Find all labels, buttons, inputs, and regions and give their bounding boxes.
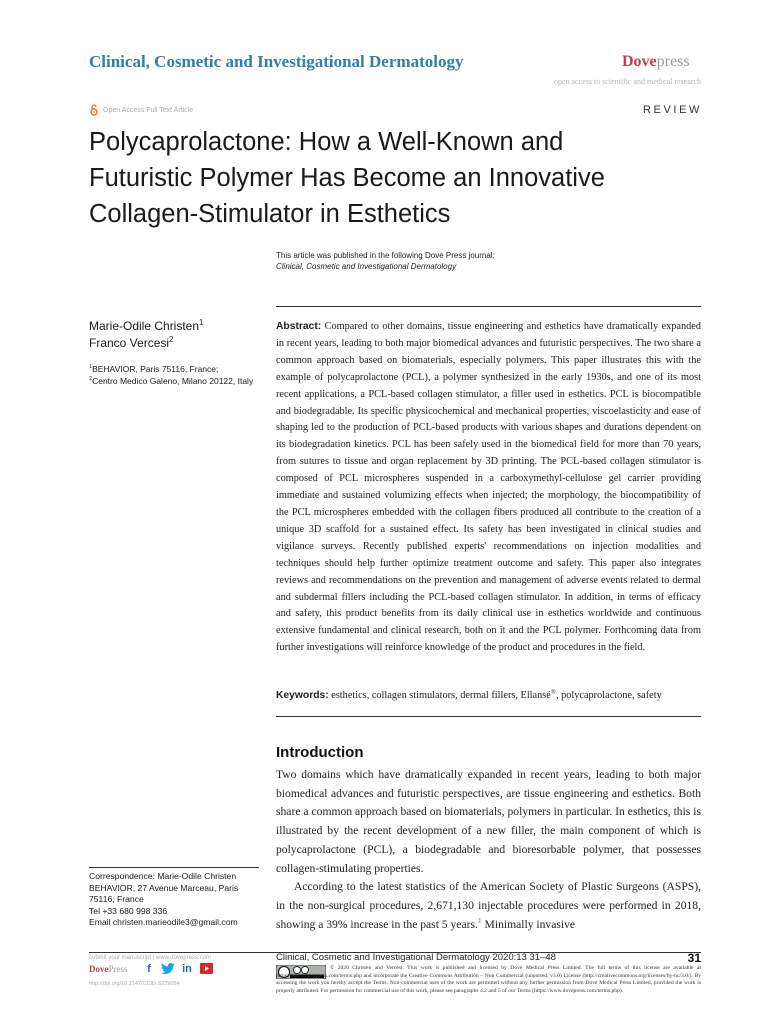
open-access-icon (89, 104, 99, 116)
affiliation: $^1$BEHAVIOR, Paris 75116, France; (89, 364, 219, 374)
author[interactable]: Franco Vercesi$^2$ (89, 335, 174, 350)
author[interactable]: Marie-Odile Christen$^1$ (89, 318, 204, 333)
title-line: Collagen-Stimulator in Esthetics (89, 200, 451, 228)
title-line: Futuristic Polymer Has Become an Innovative (89, 164, 605, 192)
divider (89, 867, 259, 868)
affiliations (89, 364, 264, 387)
dovepress-tagline: open access to scientific and medical research (553, 77, 701, 86)
dovepress-logo[interactable]: Dovepress (622, 53, 690, 70)
section-heading: Introduction (276, 744, 364, 761)
journal-title: Clinical, Cosmetic and Investigational Dermatology (89, 52, 464, 71)
correspondence: Correspondence: Marie-Odile Christen BEHAVIOR, 27 Avenue Marceau, Paris 75116, France Tel +33 680 998 336 Email christen.marieodile3@gmail.com (89, 871, 264, 929)
keywords: Keywords: esthetics, collagen stimulators, dermal fillers, Ellansé®, polycaprolactone, safety (276, 688, 662, 701)
citation-link[interactable]: 1 (477, 915, 482, 925)
abstract (276, 319, 701, 657)
paragraph: Two domains which have dramatically expanded in recent years, leading to both major biomedical advances and futuristic perspectives, are tissue engineering and esthetics. Both share a common approach based on biomaterials, polymers in particular. In esthetics, this is illustrated by the recent development of a new filler, the main component of which is polycaprolactone (PCL), a biodegradable and bioresorbable polymer, that possesses collagen-stimulating properties. (276, 768, 701, 875)
footer-dovepress-logo[interactable]: DovePress (89, 964, 128, 974)
affiliation: $^2$Centro Medico Galeno, Milano 20122, Italy (89, 375, 254, 386)
article-title (89, 124, 709, 232)
page-number: 31 (687, 951, 701, 965)
publication-note: This article was published in the following Dove Press journal: Clinical, Cosmetic and Investigational Dermatology (276, 251, 495, 271)
divider (276, 306, 701, 307)
author-list (89, 318, 203, 352)
license-text: © 2020 Christen and Vercesi. This work is published and licensed by Dove Medical Press Limited. The full terms of this license are available at https://www.dovepress.com/terms.php and incorporate the Creative Commons Attribution – Non Commercial (unported, v3.0) License (http://creativecommons.org/licenses/by-nc/3.0/). By accessing the work you hereby accept the Terms. Non-commercial uses of the work are permitted without any further permission from Dove Medical Press Limited, provided the work is properly attributed. For permission for commercial use of this work, please see paragraphs 4.2 and 5 of our Terms (https://www.dovepress.com/terms.php). (276, 965, 701, 995)
open-access-label: Open Access Full Text Article (89, 104, 193, 116)
introduction-body (276, 766, 701, 934)
title-line: Polycaprolactone: How a Well-Known and (89, 128, 564, 156)
linkedin-icon[interactable]: in (182, 962, 192, 975)
doi-link[interactable]: http://doi.org/10.2147/CCID.S229054 (89, 981, 180, 987)
submit-manuscript-link[interactable]: submit your manuscript | www.dovepress.com (89, 955, 211, 961)
abstract-label: Abstract: (276, 321, 322, 332)
social-icons (142, 962, 213, 975)
abstract-text: Compared to other domains, tissue engineering and esthetics have dramatically expanded in recent years, leading to both major biomedical advances and futuristic perspectives. The two share a common approach based on biomaterials, especially polymers. This paper illustrates this with the example of polycaprolactone (PCL), a polymer synthesized in the early 1930s, and one of its most recent applications, a PCL-based collagen stimulator, a filler used in esthetics. PCL is biocompatible and biodegradable. Its specific physicochemical and mechanical properties, viscoelasticity and ease of shaping led to the production of PCL-based products with various shapes and durations dependent on its biodegradation kinetics. PCL has been safely used in the biomedical field for more than 70 years, from sutures to tissue and organ replacement by 3D printing. The PCL-based collagen stimulator is composed of PCL microspheres suspended in a carboxymethyl-cellulose gel carrier providing immediate and sustained volumizing effects when injected; the morphology, the biocompatibility of the PCL microspheres embedded with the collagen fibers produced all contribute to the creation of a unique 3D scaffold for a sustained effect. Its safety has been investigated in clinical studies and vigilance surveys. Recently published experts' recommendations on injection modalities and techniques should help further optimize treatment outcome and safety. This paper also integrates reviews and recommendations on the prevention and management of adverse events related to dermal and subdermal fillers including the PCL-based collagen stimulator. In addition, in terms of efficacy and safety, this product benefits from its daily clinical use in esthetics worldwide and continuous extensive fundamental and clinical research, both on it and the PCL polymer. Forthcoming data from further investigations will reinforce knowledge of the product and procedures in the field. (276, 321, 702, 654)
footer-journal-citation: Clinical, Cosmetic and Investigational Dermatology 2020:13 31–48 (276, 952, 556, 963)
youtube-icon[interactable] (199, 962, 213, 975)
keywords-label: Keywords: (276, 690, 329, 701)
divider (276, 716, 701, 717)
twitter-icon[interactable] (161, 962, 175, 975)
facebook-icon[interactable]: f (147, 962, 151, 975)
paragraph: According to the latest statistics of the American Society of Plastic Surgeons (ASPS), in the non-surgical procedures, 2,671,130 injectable procedures were performed in 2018, showing a 39% increase in the past 5 years.$^1$ Minimally invasive (276, 880, 701, 931)
correspondence-email[interactable]: Email christen.marieodile3@gmail.com (89, 917, 238, 928)
article-type: REVIEW (643, 104, 702, 116)
